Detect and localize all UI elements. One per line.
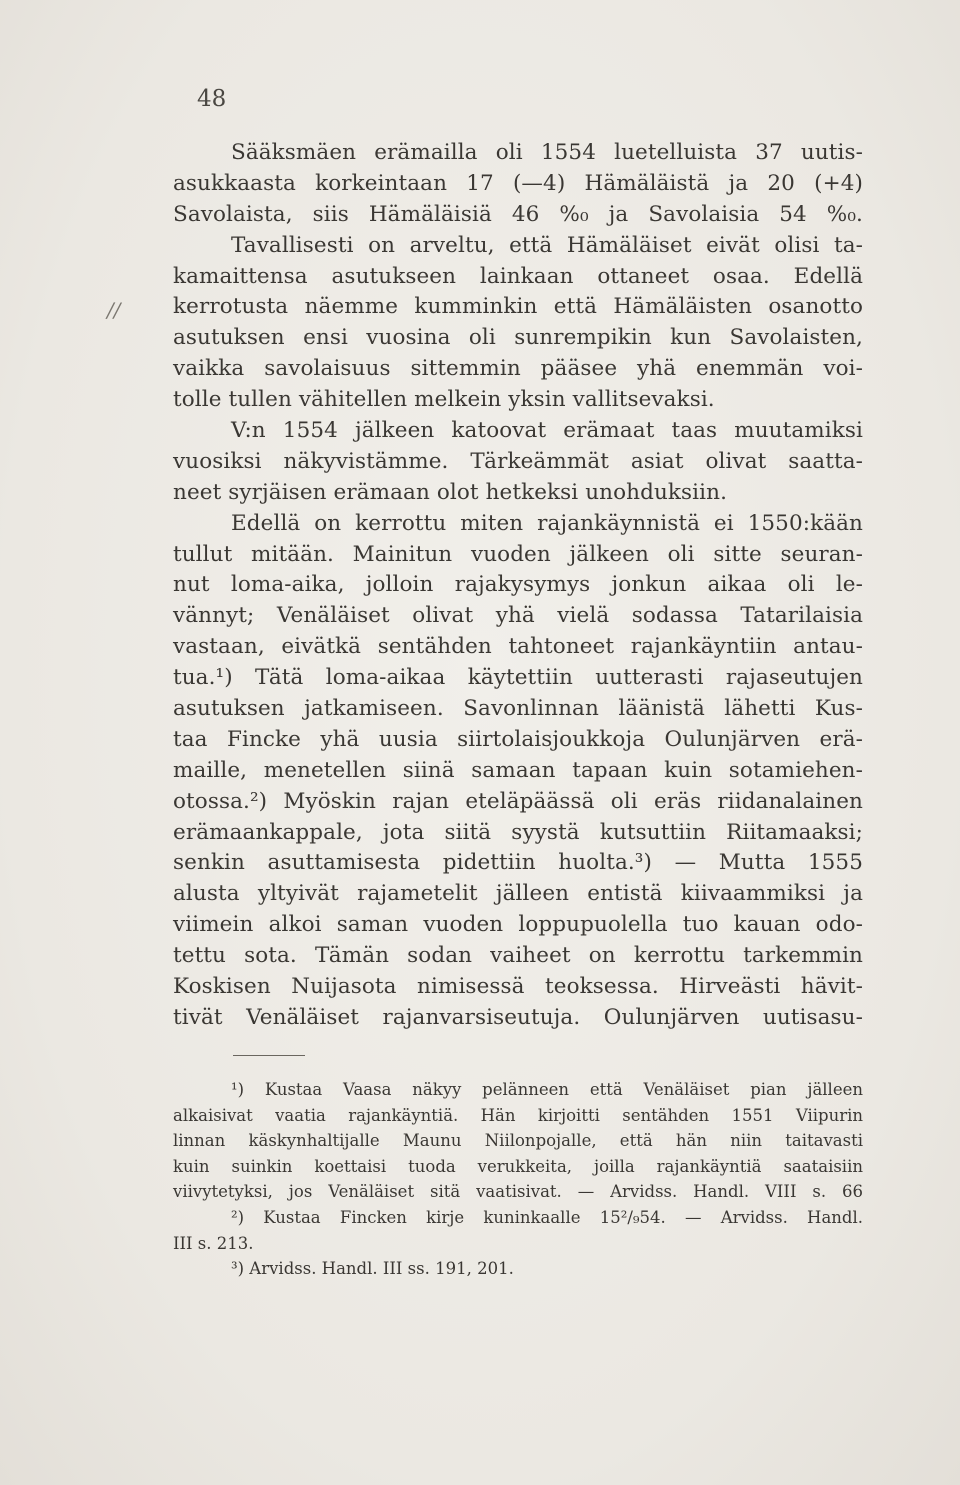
text-line: kamaittensa asutukseen lainkaan ottaneet osaa. Edellä [173,263,863,289]
text-line: Tavallisesti on arveltu, että Hämäläiset eivät olisi ta- [231,232,863,258]
footnotes [173,1077,863,1282]
text-line: asutuksen jatkamiseen. Savonlinnan läänistä lähetti Kus- [173,696,863,722]
text-line: V:n 1554 jälkeen katoovat erämaat taas muutamiksi [231,418,863,444]
text-line: neet syrjäisen erämaan olot hetkeksi unohduksiin. [173,479,728,505]
text-line: tivät Venäläiset rajanvarsiseutuja. Oulunjärven uutisasu- [173,1004,863,1030]
text-line: Savolaista, siis Hämäläisiä 46 %₀ ja Savolaisia 54 %₀. [173,201,863,227]
footnote-line: ¹) Kustaa Vaasa näkyy pelänneen että Venäläiset pian jälleen [231,1080,863,1099]
text-line: kerrotusta näemme kumminkin että Hämäläisten osanotto [173,294,863,320]
main-text [173,138,863,1034]
text-line: asutuksen ensi vuosina oli sunrempikin kun Savolaisten, [173,325,863,351]
footnote-line: III s. 213. [173,1233,254,1253]
page-number: 48 [197,86,227,112]
footnote-line: linnan käskynhaltijalle Maunu Niilonpojalle, että hän niin taitavasti [173,1131,863,1151]
text-line: maille, menetellen siinä samaan tapaan kuin sotamiehen- [173,757,863,783]
footnote-line: kuin suinkin koettaisi tuoda verukkeita, joilla rajankäyntiä saataisiin [173,1156,863,1176]
footnote-line: viivytetyksi, jos Venäläiset sitä vaatisivat. — Arvidss. Handl. VIII s. 66 [173,1182,863,1202]
footnote-line: ²) Kustaa Fincken kirje kuninkaalle 15²/₉54. — Arvidss. Handl. [231,1207,863,1227]
text-line: Koskisen Nuijasota nimisessä teoksessa. Hirveästi hävit- [173,974,863,1000]
text-line: vaikka savolaisuus sittemmin pääsee yhä enemmän voi- [173,356,863,382]
text-line: nut loma-aika, jolloin rajakysymys jonkun aikaa oli le- [173,572,863,598]
text-line: vännyt; Venäläiset olivat yhä vielä sodassa Tatarilaisia [173,603,863,629]
text-line: Sääksmäen erämailla oli 1554 luetelluista 37 uutis- [231,140,863,165]
text-line: vuosiksi näkyvistämme. Tärkeämmät asiat olivat saatta- [173,448,863,474]
text-line: asukkaasta korkeintaan 17 (—4) Hämäläistä ja 20 (+4) [173,170,863,196]
footnote-line: ³) Arvidss. Handl. III ss. 191, 201. [231,1259,514,1279]
text-line: viimein alkoi saman vuoden loppupuolella tuo kauan odo- [173,912,863,938]
text-line: senkin asuttamisesta pidettiin huolta.³) — Mutta 1555 [173,850,863,876]
text-line: tettu sota. Tämän sodan vaiheet on kerrottu tarkemmin [173,943,863,969]
text-line: otossa.²) Myöskin rajan eteläpäässä oli eräs riidanalainen [173,788,863,814]
text-line: vastaan, eivätkä sentähden tahtoneet rajankäyntiin antau- [173,634,863,660]
margin-pencil-mark: ∕/ [107,298,121,322]
text-line: tua.¹) Tätä loma-aikaa käytettiin uutterasti rajaseutujen [173,665,863,691]
footnote-line: alkaisivat vaatia rajankäyntiä. Hän kirjoitti sentähden 1551 Viipurin [173,1105,863,1125]
text-line: erämaankappale, jota siitä syystä kutsuttiin Riitamaaksi; [173,819,863,845]
text-line: tullut mitään. Mainitun vuoden jälkeen oli sitte seuran- [173,541,863,567]
text-line: Edellä on kerrottu miten rajankäynnistä ei 1550:kään [231,510,863,536]
footnote-divider [233,1055,305,1056]
text-line: tolle tullen vähitellen melkein yksin vallitsevaksi. [173,387,715,413]
text-line: taa Fincke yhä uusia siirtolaisjoukkoja Oulunjärven erä- [173,726,863,752]
text-line: alusta yltyivät rajametelit jälleen entistä kiivaammiksi ja [173,881,863,907]
